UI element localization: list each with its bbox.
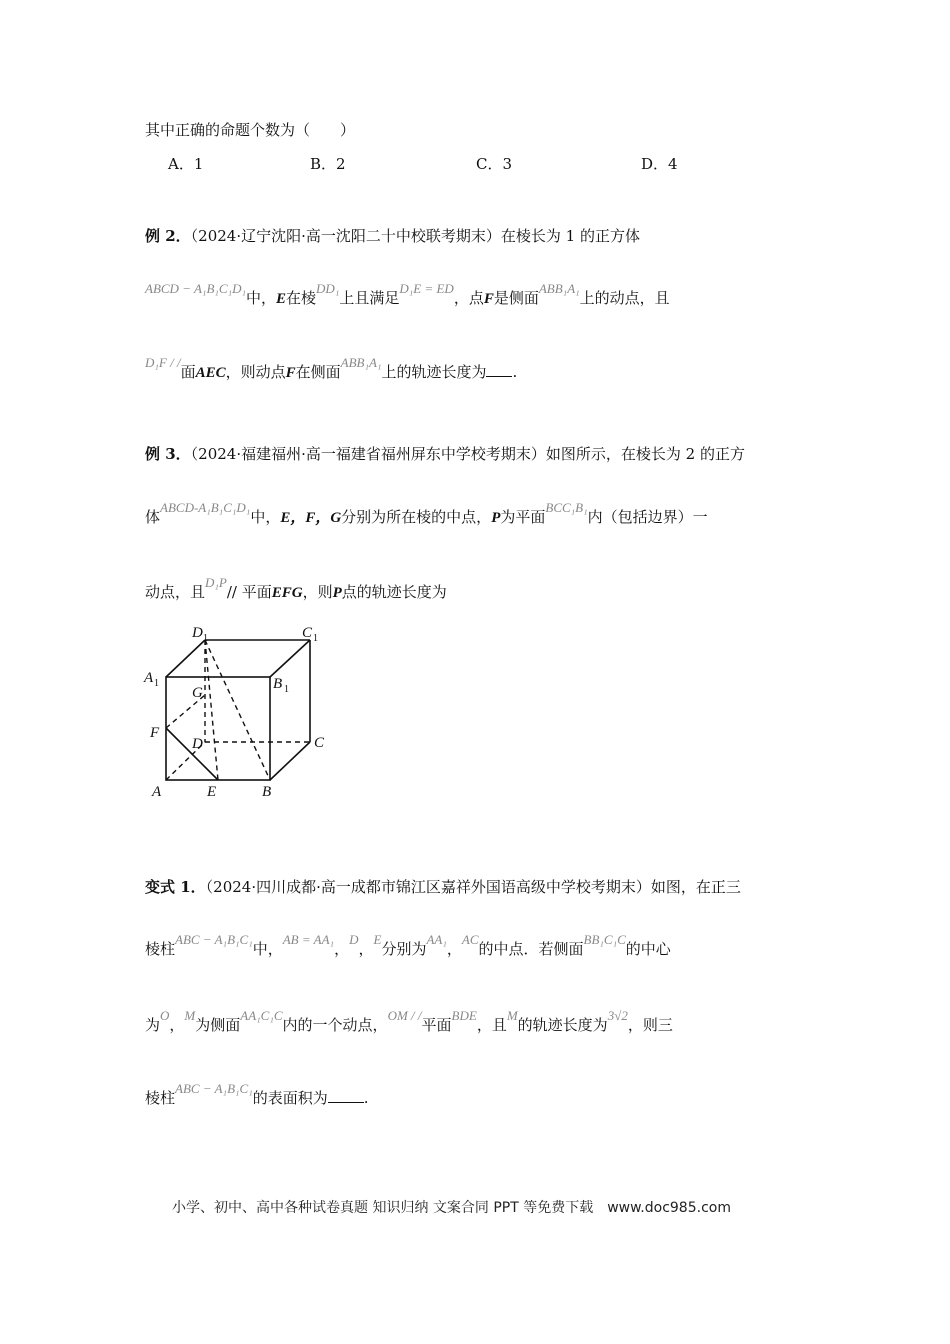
text: 面 bbox=[180, 363, 196, 381]
text: ，则三 bbox=[627, 1016, 673, 1034]
variant-1-header bbox=[145, 877, 741, 897]
label-b: B bbox=[262, 784, 272, 800]
example-2-header bbox=[145, 226, 640, 246]
var-efg-list: E，F，G bbox=[280, 510, 342, 526]
math-length: 3√2 bbox=[607, 1008, 628, 1023]
label-a1-sub: 1 bbox=[154, 678, 159, 689]
option-b[interactable] bbox=[310, 154, 346, 174]
math-ac: AC bbox=[461, 932, 479, 947]
text: 的中心 bbox=[625, 940, 671, 958]
option-c[interactable] bbox=[476, 154, 512, 174]
example-3-header bbox=[145, 444, 745, 464]
text: 的中点．若侧面 bbox=[478, 940, 584, 958]
text: 的表面积为 bbox=[252, 1089, 328, 1107]
text: 上的动点，且 bbox=[579, 289, 670, 307]
text: 中， bbox=[252, 940, 283, 958]
math-d1p: D₁P bbox=[205, 575, 227, 590]
label-d1-sub: 1 bbox=[203, 633, 208, 644]
text: ，则动点 bbox=[225, 363, 286, 381]
text: 中， bbox=[246, 289, 277, 307]
label-a: A bbox=[152, 784, 162, 800]
text: 分别为 bbox=[381, 940, 427, 958]
label-e: E bbox=[207, 784, 217, 800]
text: // 平面 bbox=[226, 583, 272, 601]
example-3-line-2 bbox=[145, 500, 708, 528]
example-3-source: （2024·福建福州·高一福建省福州屏东中学校考期末）如图所示，在棱长为 2 的正方 bbox=[190, 445, 745, 463]
question-stem: 其中正确的命题个数为（ ） bbox=[145, 121, 356, 139]
text: 为平面 bbox=[500, 508, 546, 526]
var-f: F bbox=[483, 291, 494, 307]
option-b-value: 2 bbox=[336, 155, 346, 173]
text: ，且 bbox=[476, 1016, 507, 1034]
math-cube: ABCD − A₁B₁C₁D₁ bbox=[145, 281, 246, 296]
math-dd1: DD₁ bbox=[316, 281, 340, 296]
text: 的轨迹长度为 bbox=[517, 1016, 608, 1034]
option-a-value: 1 bbox=[193, 155, 204, 173]
footer-banner: 小学、初中、高中各种试卷真题 知识归纳 文案合同 PPT 等免费下载 www.doc985.com bbox=[172, 1200, 731, 1216]
math-cube: ABCD-A₁B₁C₁D₁ bbox=[160, 500, 251, 515]
label-d: D bbox=[192, 736, 203, 752]
option-d[interactable] bbox=[641, 154, 678, 174]
math-face-abb1a1: ABB₁A₁ bbox=[340, 355, 382, 370]
var-p: P bbox=[332, 585, 342, 601]
variant-1-line-2 bbox=[145, 932, 671, 960]
text: 分别为所在棱的中点， bbox=[341, 508, 492, 526]
label-c1-sub: 1 bbox=[313, 633, 318, 644]
example-3-line-3 bbox=[145, 575, 447, 603]
text: 上的轨迹长度为 bbox=[381, 363, 487, 381]
option-b-letter: B． bbox=[310, 155, 337, 173]
answer-blank[interactable] bbox=[328, 1088, 364, 1103]
option-d-letter: D． bbox=[641, 155, 669, 173]
var-e: E bbox=[276, 291, 287, 307]
text: 上且满足 bbox=[339, 289, 400, 307]
var-efg: EFG bbox=[271, 585, 303, 601]
text: 在棱 bbox=[286, 289, 317, 307]
text: 平面 bbox=[421, 1016, 452, 1034]
option-c-value: 3 bbox=[502, 155, 513, 173]
option-c-letter: C． bbox=[476, 155, 503, 173]
cube-figure bbox=[140, 618, 340, 803]
math-plane-bcc1b1: BCC₁B₁ bbox=[545, 500, 588, 515]
math-face-abb1a1: ABB₁A₁ bbox=[538, 281, 580, 296]
text: 在侧面 bbox=[295, 363, 341, 381]
option-a-letter: A． bbox=[168, 155, 194, 173]
variant-1-label: 变式 1． bbox=[145, 878, 206, 896]
math-prism: ABC − A₁B₁C₁ bbox=[175, 932, 253, 947]
var-p: P bbox=[491, 510, 501, 526]
variant-1-line-4 bbox=[145, 1081, 369, 1109]
text: ， bbox=[446, 940, 462, 958]
math-m: M bbox=[184, 1008, 196, 1023]
label-b1: B bbox=[273, 676, 283, 692]
math-bde: BDE bbox=[451, 1008, 477, 1023]
example-2-line-2 bbox=[145, 281, 670, 309]
text: 中， bbox=[250, 508, 281, 526]
text: ，则 bbox=[302, 583, 333, 601]
math-d1f-parallel: D₁F / / bbox=[145, 355, 181, 370]
var-aec: AEC bbox=[195, 365, 226, 381]
math-face-bb1c1c: BB₁C₁C bbox=[583, 932, 626, 947]
answer-blank[interactable] bbox=[486, 362, 512, 377]
text: ， bbox=[334, 940, 350, 958]
label-d1: D bbox=[192, 625, 203, 641]
option-a[interactable] bbox=[168, 154, 203, 174]
text: 是侧面 bbox=[493, 289, 539, 307]
math-m: M bbox=[506, 1008, 518, 1023]
text: 棱柱 bbox=[145, 940, 176, 958]
example-2-source: （2024·辽宁沈阳·高一沈阳二十中校联考期末）在棱长为 1 的正方体 bbox=[190, 227, 640, 245]
example-2-label: 例 2． bbox=[145, 227, 191, 245]
math-om-parallel: OM / / bbox=[387, 1008, 422, 1023]
math-d: D bbox=[349, 932, 359, 947]
math-o: O bbox=[160, 1008, 170, 1023]
math-d1e-eq-ed: D₁E = ED bbox=[399, 281, 454, 296]
math-prism: ABC − A₁B₁C₁ bbox=[175, 1081, 253, 1096]
example-3-label: 例 3． bbox=[145, 445, 191, 463]
text: 为 bbox=[145, 1016, 161, 1034]
var-f: F bbox=[285, 365, 296, 381]
text: ， bbox=[358, 940, 374, 958]
example-2-line-3 bbox=[145, 355, 518, 383]
label-g: G bbox=[192, 685, 203, 701]
text: ，点 bbox=[453, 289, 484, 307]
text: 体 bbox=[145, 508, 161, 526]
text: . bbox=[512, 363, 518, 381]
label-b1-sub: 1 bbox=[284, 684, 289, 695]
text: 内（包括边界）一 bbox=[587, 508, 708, 526]
math-aa1: AA₁ bbox=[426, 932, 447, 947]
label-c1: C bbox=[302, 625, 313, 641]
math-e: E bbox=[373, 932, 382, 947]
label-f: F bbox=[150, 725, 160, 741]
text: 点的轨迹长度为 bbox=[341, 583, 447, 601]
text: 内的一个动点， bbox=[282, 1016, 388, 1034]
text: 棱柱 bbox=[145, 1089, 176, 1107]
option-d-value: 4 bbox=[668, 155, 678, 173]
math-face-aa1c1c: AA₁C₁C bbox=[240, 1008, 283, 1023]
text: 为侧面 bbox=[195, 1016, 241, 1034]
variant-1-line-3 bbox=[145, 1008, 673, 1036]
text: 动点，且 bbox=[145, 583, 206, 601]
variant-1-source: （2024·四川成都·高一成都市锦江区嘉祥外国语高级中学校考期末）如图，在正三 bbox=[205, 878, 741, 896]
text: . bbox=[363, 1089, 369, 1107]
math-ab-eq-aa1: AB = AA₁ bbox=[282, 932, 335, 947]
label-c: C bbox=[314, 735, 325, 751]
text: ， bbox=[169, 1016, 185, 1034]
label-a1: A bbox=[144, 670, 154, 686]
